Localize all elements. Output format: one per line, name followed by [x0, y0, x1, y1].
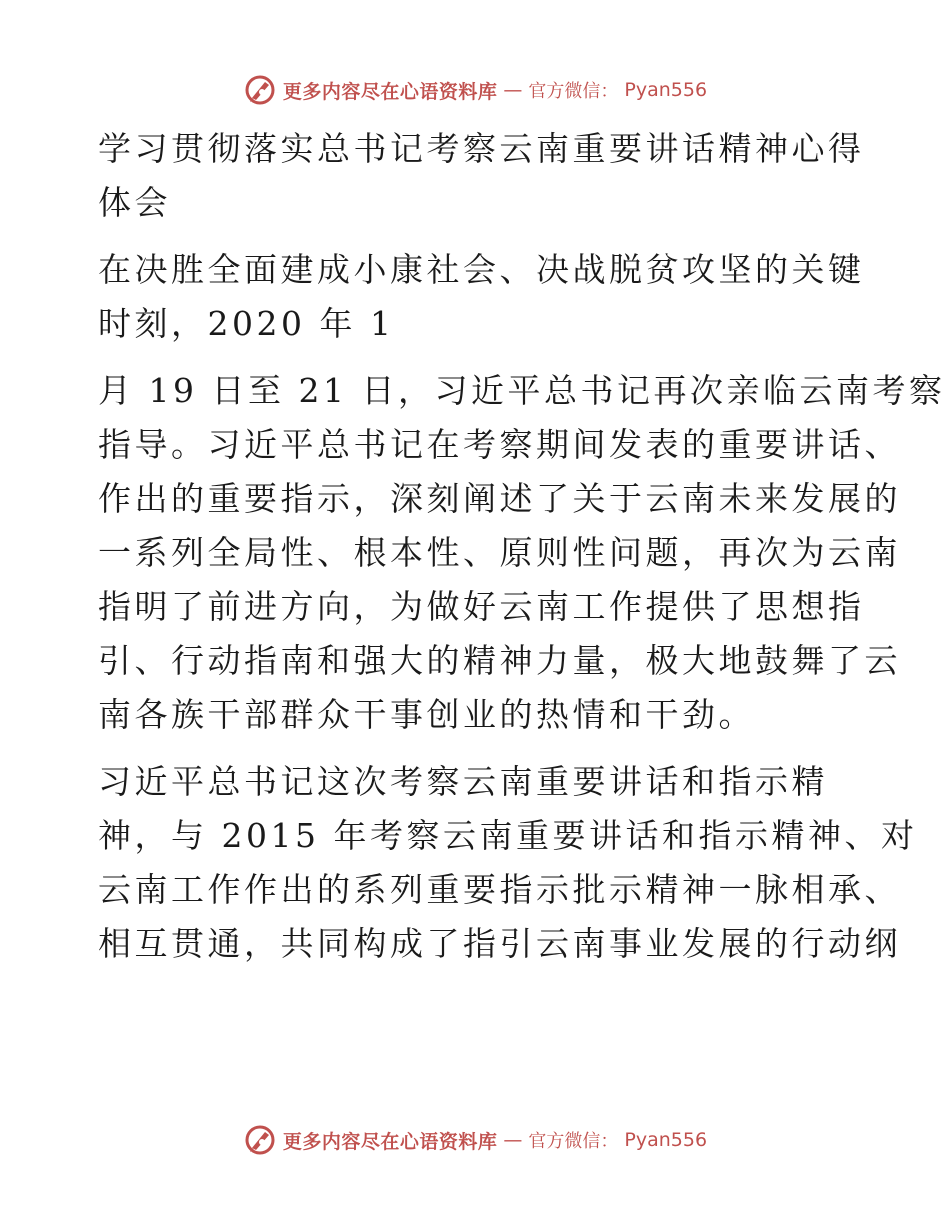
- text-line: 引、行动指南和强大的精神力量，极大地鼓舞了云: [98, 641, 901, 680]
- wechat-id: Pyan556: [624, 1129, 708, 1151]
- text-line: 习近平总书记这次考察云南重要讲话和指示精: [98, 762, 828, 801]
- wechat-label: 官方微信：: [528, 81, 619, 102]
- wechat-id: Pyan556: [624, 79, 708, 101]
- title-line: 学习贯彻落实总书记考察云南重要讲话精神心得: [98, 129, 865, 168]
- banner-separator: —: [503, 79, 523, 101]
- paragraph: [98, 364, 946, 742]
- text-line: 月 19 日至 21 日，习近平总书记再次亲临云南考察: [98, 371, 946, 410]
- text-line: 在决胜全面建成小康社会、决战脱贫攻坚的关键: [98, 250, 865, 289]
- text-line: 时刻，2020 年 1: [98, 304, 395, 343]
- banner-text: 更多内容尽在心语资料库: [282, 1130, 498, 1153]
- paragraph: [98, 243, 865, 351]
- text-line: 南各族干部群众干事创业的热情和干劲。: [98, 695, 755, 734]
- document-body: [98, 122, 946, 984]
- pen-logo-icon: [243, 73, 277, 107]
- text-line: 相互贯通，共同构成了指引云南事业发展的行动纲: [98, 924, 901, 963]
- banner-separator: —: [503, 1129, 523, 1151]
- banner-text: 更多内容尽在心语资料库: [282, 80, 498, 103]
- footer-banner: [0, 1120, 950, 1160]
- text-line: 神，与 2015 年考察云南重要讲话和指示精神、对: [98, 816, 918, 855]
- paragraph: [98, 755, 918, 971]
- header-banner: [0, 70, 950, 110]
- text-line: 指明了前进方向，为做好云南工作提供了思想指: [98, 587, 865, 626]
- pen-logo-icon: [243, 1123, 277, 1157]
- document-title: [98, 122, 865, 230]
- text-line: 作出的重要指示，深刻阐述了关于云南未来发展的: [98, 479, 901, 518]
- text-line: 指导。习近平总书记在考察期间发表的重要讲话、: [98, 425, 901, 464]
- text-line: 云南工作作出的系列重要指示批示精神一脉相承、: [98, 870, 901, 909]
- text-line: 一系列全局性、根本性、原则性问题，再次为云南: [98, 533, 901, 572]
- wechat-label: 官方微信：: [528, 1131, 619, 1152]
- title-line: 体会: [98, 183, 171, 222]
